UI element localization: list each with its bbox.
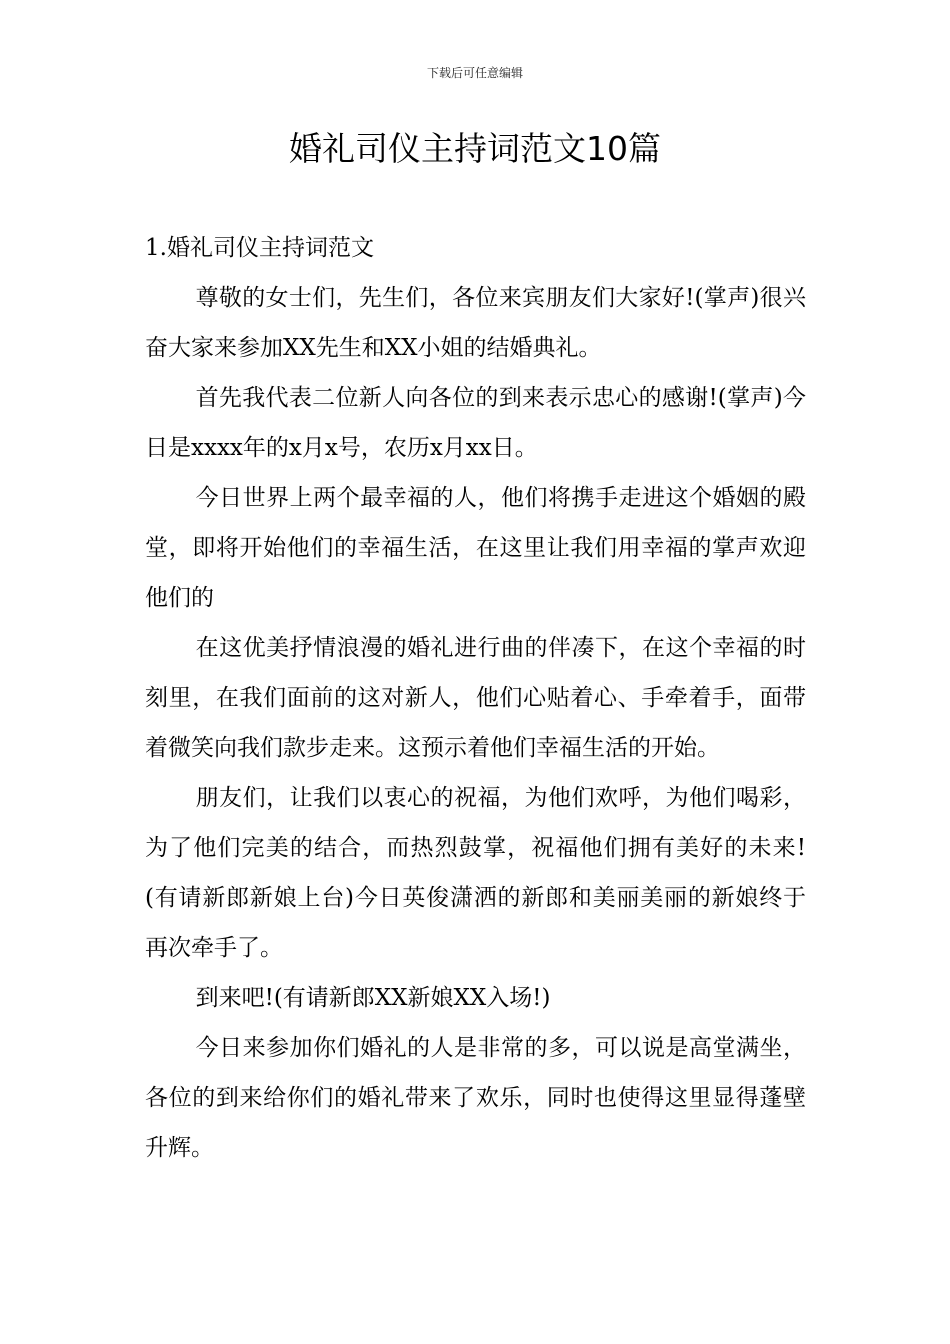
header-note: 下载后可任意编辑 [426,66,523,80]
paragraph-greeting: 尊敬的女士们，先生们，各位来宾朋友们大家好!(掌声)很兴奋大家来参加XX先生和XX小姐的结婚典礼。 [145,285,806,361]
document-title: 婚礼司仪主持词范文10篇 [289,129,661,168]
paragraph-guests: 今日来参加你们婚礼的人是非常的多，可以说是高堂满坐，各位的到来给你们的婚礼带来了欢乐，同时也使得这里显得蓬壁升辉。 [145,1035,806,1161]
section-heading: 1.婚礼司仪主持词范文 [145,235,374,261]
document-body [145,223,806,1173]
paragraph-happiest-couple: 今日世界上两个最幸福的人，他们将携手走进这个婚姻的殿堂，即将开始他们的幸福生活，在这里让我们用幸福的掌声欢迎他们的 [145,485,806,611]
paragraph-applause: 朋友们，让我们以衷心的祝福，为他们欢呼，为他们喝彩，为了他们完美的结合，而热烈鼓掌，祝福他们拥有美好的未来!(有请新郎新娘上台)今日英俊潇洒的新郎和美丽美丽的新娘终于再次牵手了。 [145,785,806,961]
paragraph-entrance: 到来吧!(有请新郎XX新娘XX入场!) [195,985,551,1011]
paragraph-wedding-march: 在这优美抒情浪漫的婚礼进行曲的伴凑下，在这个幸福的时刻里，在我们面前的这对新人，他们心贴着心、手牵着手，面带着微笑向我们款步走来。这预示着他们幸福生活的开始。 [145,635,806,761]
paragraph-thanks: 首先我代表二位新人向各位的到来表示忠心的感谢!(掌声)今日是xxxx年的x月x号，农历x月xx日。 [145,385,806,461]
